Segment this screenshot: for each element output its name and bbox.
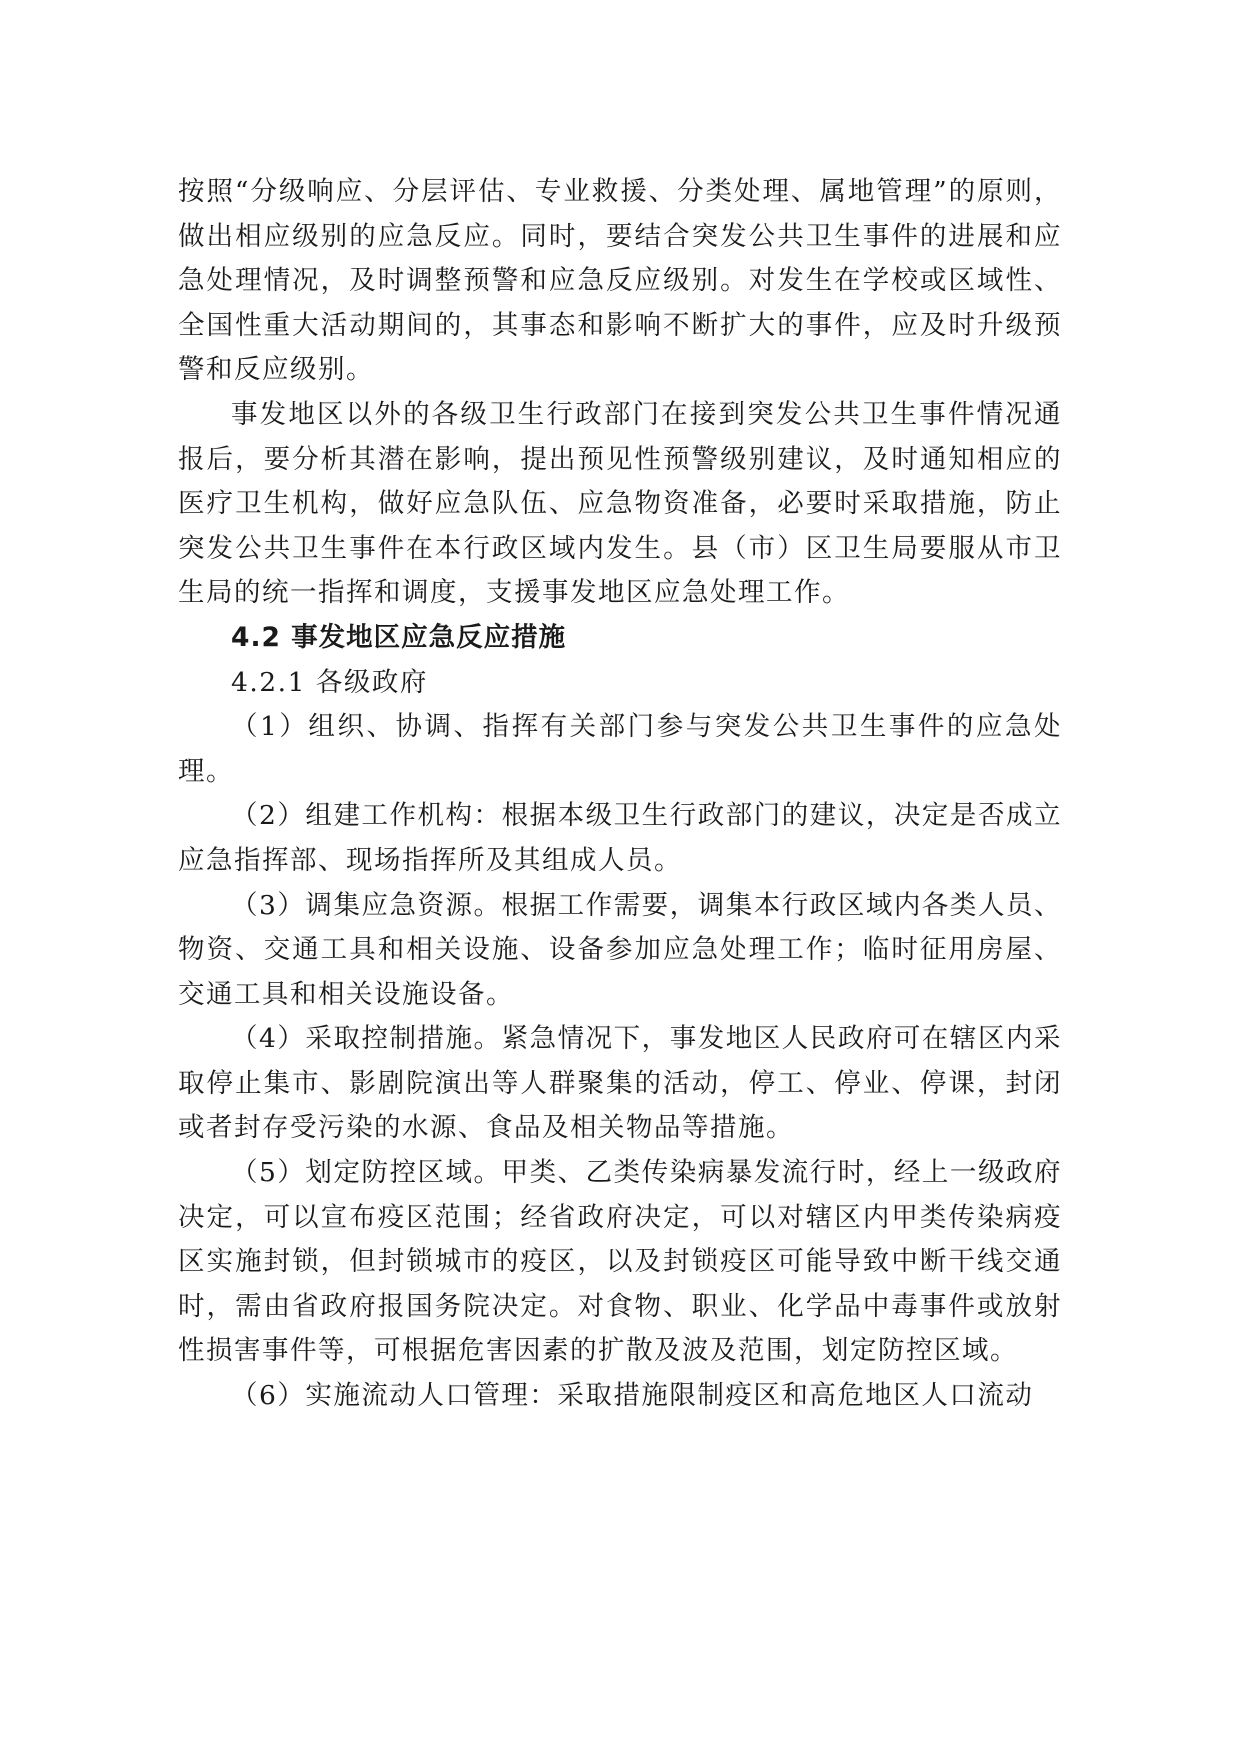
paragraph-other-regions: 事发地区以外的各级卫生行政部门在接到突发公共卫生事件情况通报后，要分析其潜在影响，提出预见性预警级别建议，及时通知相应的医疗卫生机构，做好应急队伍、应急物资准备，必要时采取措施，防止突发公共卫生事件在本行政区域内发生。县（市）区卫生局要服从市卫生局的统一指挥和调度，支援事发地区应急处理工作。 — [178, 398, 1062, 609]
section-heading-4-2: 4.2 事发地区应急反应措施 — [231, 621, 567, 653]
list-item-3: （3）调集应急资源。根据工作需要，调集本行政区域内各类人员、物资、交通工具和相关设施、设备参加应急处理工作；临时征用房屋、交通工具和相关设施设备。 — [178, 889, 1062, 1010]
subsection-heading-4-2-1: 4.2.1 各级政府 — [231, 666, 428, 698]
list-item-1: （1）组织、协调、指挥有关部门参与突发公共卫生事件的应急处理。 — [178, 711, 1062, 787]
list-item-6: （6）实施流动人口管理：采取措施限制疫区和高危地区人口流动 — [231, 1380, 1034, 1412]
list-item-2: （2）组建工作机构：根据本级卫生行政部门的建议，决定是否成立应急指挥部、现场指挥所及其组成人员。 — [178, 800, 1062, 876]
list-item-4: （4）采取控制措施。紧急情况下，事发地区人民政府可在辖区内采取停止集市、影剧院演出等人群聚集的活动，停工、停业、停课，封闭或者封存受污染的水源、食品及相关物品等措施。 — [178, 1023, 1062, 1144]
paragraph-response-principle: 按照“分级响应、分层评估、专业救援、分类处理、属地管理”的原则，做出相应级别的应急反应。同时，要结合突发公共卫生事件的进展和应急处理情况，及时调整预警和应急反应级别。对发生在学校或区域性、全国性重大活动期间的，其事态和影响不断扩大的事件，应及时升级预警和反应级别。 — [178, 176, 1062, 386]
document-body — [178, 170, 1062, 1419]
list-item-5: （5）划定防控区域。甲类、乙类传染病暴发流行时，经上一级政府决定，可以宣布疫区范围；经省政府决定，可以对辖区内甲类传染病疫区实施封锁，但封锁城市的疫区，以及封锁疫区可能导致中断干线交通时，需由省政府报国务院决定。对食物、职业、化学品中毒事件或放射性损害事件等，可根据危害因素的扩散及波及范围，划定防控区域。 — [178, 1157, 1062, 1367]
